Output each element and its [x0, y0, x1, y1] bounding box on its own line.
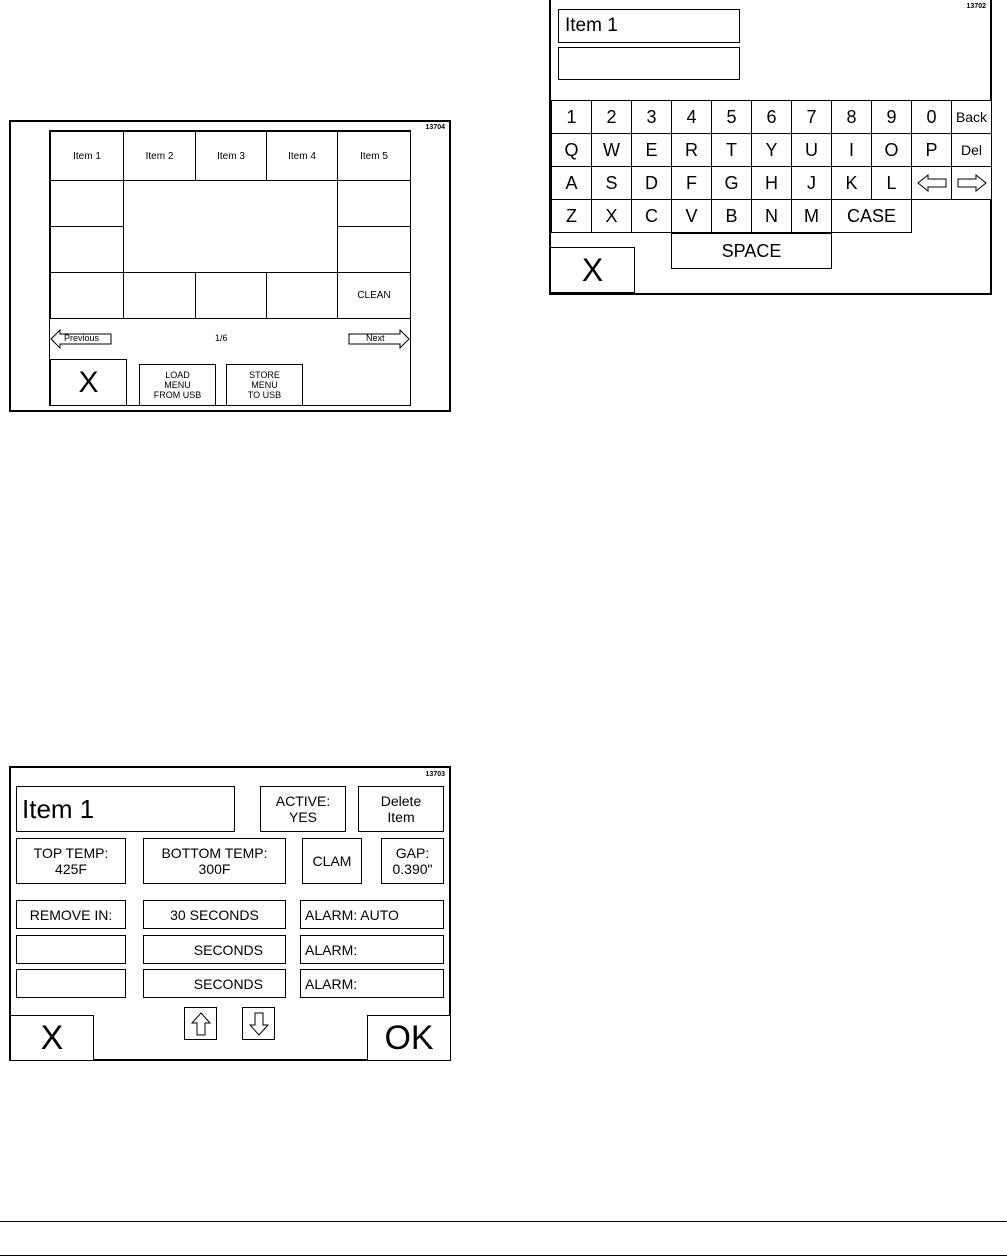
key-label: O [884, 139, 899, 160]
up-arrow-icon [191, 1012, 211, 1036]
key-label: L [886, 172, 897, 193]
key-c[interactable] [631, 199, 672, 233]
menu-item-4[interactable] [266, 131, 338, 181]
key-label: I [848, 139, 854, 160]
key-r[interactable] [671, 133, 712, 167]
key-label: P [925, 139, 938, 160]
item-name-value: Item 1 [22, 793, 95, 824]
del-key[interactable] [951, 133, 992, 167]
key-label: 6 [766, 106, 777, 127]
back-label: Back [955, 109, 988, 125]
key-i[interactable] [831, 133, 872, 167]
figure-number: 13702 [966, 3, 986, 10]
key-label: 4 [686, 106, 697, 127]
key-j[interactable] [791, 166, 832, 200]
figure-number: 13703 [425, 771, 445, 778]
key-b[interactable] [711, 199, 752, 233]
key-label: Q [564, 139, 579, 160]
key-label: D [645, 172, 658, 193]
menu-center-area [123, 180, 338, 273]
key-label: S [605, 172, 618, 193]
store-label: STORE MENU TO USB [247, 370, 282, 400]
key-label: H [765, 172, 778, 193]
key-0[interactable] [911, 100, 952, 134]
step-field-3[interactable] [16, 969, 126, 998]
clean-button[interactable] [337, 272, 411, 319]
key-label: U [805, 139, 818, 160]
previous-label: Previous [64, 333, 100, 343]
down-arrow-icon [249, 1012, 269, 1036]
right-arrow-icon [957, 174, 987, 192]
step-field-2[interactable] [16, 935, 126, 964]
key-z[interactable] [551, 199, 592, 233]
bottom-temp-label: BOTTOM TEMP: 300F [161, 845, 268, 877]
key-x[interactable] [591, 199, 632, 233]
key-label: Y [765, 139, 778, 160]
close-label: X [78, 365, 99, 399]
key-label: B [725, 205, 738, 226]
seconds-value: SECONDS [193, 975, 263, 992]
key-e[interactable] [631, 133, 672, 167]
footer-rule-bottom [0, 1255, 1007, 1256]
key-k[interactable] [831, 166, 872, 200]
menu-cell-bottom-2[interactable] [123, 272, 196, 319]
gap-label: GAP: 0.390" [392, 845, 433, 877]
key-a[interactable] [551, 166, 592, 200]
key-6[interactable] [751, 100, 792, 134]
key-label: J [807, 172, 816, 193]
active-label: ACTIVE: YES [275, 793, 331, 825]
footer-rule-top [0, 1221, 1007, 1222]
key-label: 5 [726, 106, 737, 127]
active-toggle-button[interactable] [260, 786, 346, 832]
left-arrow-icon [917, 174, 947, 192]
menu-screen [9, 120, 451, 412]
key-f[interactable] [671, 166, 712, 200]
key-8[interactable] [831, 100, 872, 134]
name-input[interactable] [558, 9, 740, 43]
space-label: SPACE [721, 240, 782, 261]
seconds-field-1[interactable] [143, 900, 286, 929]
key-label: 8 [846, 106, 857, 127]
top-temp-button[interactable] [16, 838, 126, 884]
key-4[interactable] [671, 100, 712, 134]
case-key[interactable] [831, 199, 912, 233]
key-g[interactable] [711, 166, 752, 200]
menu-cell-bottom-3[interactable] [195, 272, 267, 319]
key-h[interactable] [751, 166, 792, 200]
key-label: T [726, 139, 737, 160]
key-label: 9 [886, 106, 897, 127]
key-p[interactable] [911, 133, 952, 167]
scroll-up-button[interactable] [184, 1007, 217, 1040]
key-label: K [845, 172, 858, 193]
alarm-value: ALARM: AUTO [305, 906, 399, 923]
seconds-value: 30 SECONDS [170, 906, 259, 923]
seconds-field-2[interactable] [143, 935, 286, 964]
key-t[interactable] [711, 133, 752, 167]
menu-grid [49, 130, 411, 406]
key-label: G [724, 172, 739, 193]
menu-cell-left-2[interactable] [50, 226, 124, 273]
key-label: C [645, 205, 658, 226]
key-w[interactable] [591, 133, 632, 167]
remove-in-label [16, 900, 126, 929]
del-label: Del [960, 142, 982, 158]
menu-item-3[interactable] [195, 131, 267, 181]
key-label: W [603, 139, 620, 160]
key-7[interactable] [791, 100, 832, 134]
key-label: 7 [806, 106, 817, 127]
ok-label: OK [384, 1018, 434, 1057]
menu-item-2[interactable] [123, 131, 196, 181]
secondary-input[interactable] [558, 47, 740, 80]
menu-cell-bottom-4[interactable] [266, 272, 338, 319]
key-label: R [685, 139, 698, 160]
key-9[interactable] [871, 100, 912, 134]
case-label: CASE [846, 205, 897, 226]
menu-cell-right-1[interactable] [337, 180, 411, 227]
remove-in-text: REMOVE IN: [29, 906, 113, 923]
clam-button[interactable] [302, 838, 362, 884]
seconds-value: SECONDS [193, 941, 263, 958]
item-name-field[interactable] [16, 786, 235, 832]
menu-item-label: Item 4 [288, 150, 316, 162]
scroll-down-button[interactable] [242, 1007, 275, 1040]
menu-cell-right-2[interactable] [337, 226, 411, 273]
close-button[interactable] [50, 359, 127, 406]
top-temp-label: TOP TEMP: 425F [33, 845, 109, 877]
alarm-field-1[interactable] [300, 900, 444, 929]
menu-item-5[interactable] [337, 131, 411, 181]
bottom-temp-button[interactable] [143, 838, 286, 884]
close-button[interactable] [10, 1015, 94, 1061]
seconds-field-3[interactable] [143, 969, 286, 998]
key-label: N [765, 205, 778, 226]
keyboard [551, 100, 992, 293]
cursor-right-key[interactable] [951, 166, 992, 200]
back-key[interactable] [951, 100, 992, 134]
clean-label: CLEAN [357, 290, 391, 301]
key-u[interactable] [791, 133, 832, 167]
key-3[interactable] [631, 100, 672, 134]
key-label: A [565, 172, 578, 193]
key-label: 2 [606, 106, 617, 127]
key-label: 3 [646, 106, 657, 127]
delete-label: Delete Item [380, 793, 422, 825]
keyboard-screen [549, 0, 992, 295]
key-label: 0 [926, 106, 937, 127]
menu-item-label: Item 2 [145, 150, 174, 162]
close-button[interactable] [550, 247, 635, 293]
space-key[interactable] [671, 233, 832, 269]
key-m[interactable] [791, 199, 832, 233]
menu-cell-bottom-1[interactable] [50, 272, 124, 319]
load-menu-from-usb-button[interactable] [139, 364, 216, 406]
menu-item-1[interactable] [50, 131, 124, 181]
key-label: M [804, 205, 819, 226]
close-label: X [40, 1018, 64, 1057]
delete-item-button[interactable] [358, 786, 444, 832]
key-1[interactable] [551, 100, 592, 134]
key-y[interactable] [751, 133, 792, 167]
menu-item-label: Item 5 [360, 150, 388, 162]
key-l[interactable] [871, 166, 912, 200]
menu-item-label: Item 1 [73, 150, 101, 162]
key-o[interactable] [871, 133, 912, 167]
menu-item-label: Item 3 [217, 150, 245, 162]
key-s[interactable] [591, 166, 632, 200]
key-label: E [645, 139, 658, 160]
name-value: Item 1 [565, 15, 618, 36]
close-label: X [581, 251, 604, 288]
gap-button[interactable] [381, 838, 444, 884]
previous-button[interactable] [50, 329, 112, 349]
key-label: X [605, 205, 618, 226]
key-2[interactable] [591, 100, 632, 134]
key-q[interactable] [551, 133, 592, 167]
key-v[interactable] [671, 199, 712, 233]
cursor-left-key[interactable] [911, 166, 952, 200]
next-button[interactable] [348, 329, 410, 349]
alarm-field-2[interactable] [300, 935, 444, 964]
ok-button[interactable] [367, 1015, 451, 1061]
key-label: 1 [566, 106, 577, 127]
clam-label: CLAM [312, 853, 352, 869]
key-label: Z [566, 205, 577, 226]
figure-number: 13704 [425, 124, 445, 131]
store-menu-to-usb-button[interactable] [226, 364, 303, 406]
load-label: LOAD MENU FROM USB [153, 370, 202, 400]
alarm-value: ALARM: [305, 941, 358, 958]
key-n[interactable] [751, 199, 792, 233]
key-d[interactable] [631, 166, 672, 200]
alarm-value: ALARM: [305, 975, 358, 992]
page-indicator: 1/6 [215, 333, 228, 343]
key-5[interactable] [711, 100, 752, 134]
item-edit-screen [9, 766, 451, 1061]
menu-cell-left-1[interactable] [50, 180, 124, 227]
next-label: Next [366, 333, 385, 343]
key-label: V [685, 205, 698, 226]
key-label: F [686, 172, 697, 193]
alarm-field-3[interactable] [300, 969, 444, 998]
